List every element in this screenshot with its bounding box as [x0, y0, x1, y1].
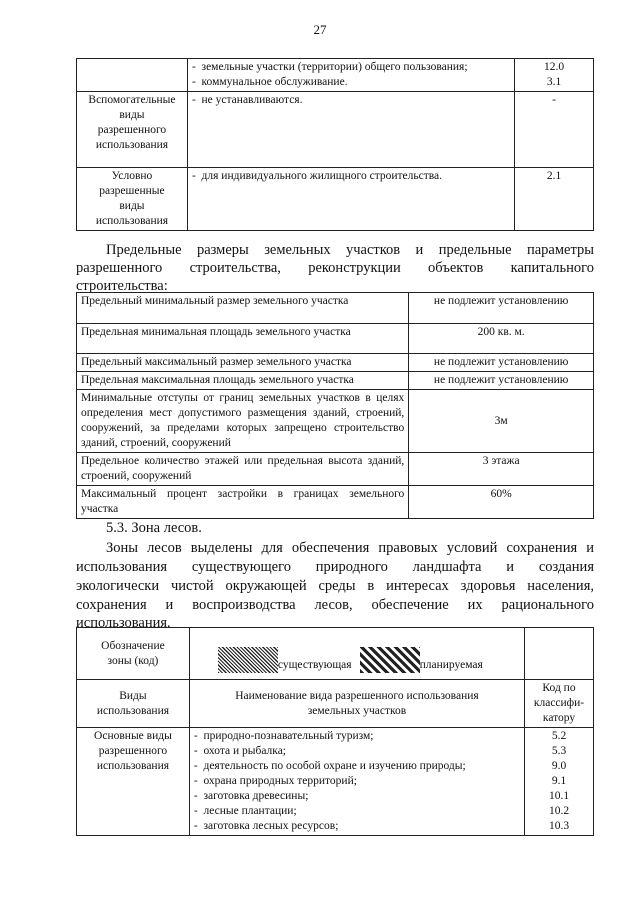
code-cell	[515, 59, 594, 92]
zone-label-cell	[77, 92, 188, 168]
table-row	[77, 59, 594, 92]
legend-planned-label: планируемая	[419, 659, 483, 671]
value-cell: 3м	[409, 390, 594, 453]
value-cell: не подлежит установлению	[409, 293, 594, 324]
header-code	[525, 680, 594, 728]
param-cell: Предельный максимальный размер земельного участка	[77, 354, 409, 372]
main-uses-label	[77, 728, 190, 836]
table-row	[77, 324, 594, 354]
label-line: разрешенные	[99, 185, 165, 197]
label-line: использования	[95, 139, 169, 151]
label-line: Обозначение	[101, 639, 165, 652]
paragraph-line: использования.	[76, 615, 171, 631]
label-line: земельных участков	[307, 704, 407, 717]
table-row	[77, 628, 594, 680]
planned-hatch-swatch	[360, 647, 420, 673]
table-row	[77, 372, 594, 390]
label-line: катору	[542, 712, 576, 724]
label-line: Код по	[542, 682, 576, 694]
legend-cell	[189, 628, 524, 680]
header-kinds	[77, 680, 190, 728]
param-cell: Минимальные отступы от границ земельных участков в целях определения мест допустимого размещения зданий, строений, сооружений, за пределами которых запрещено строительство зданий, строений, сооружений	[77, 390, 409, 453]
code-value: 12.0	[544, 61, 565, 73]
label-line: виды	[119, 200, 145, 212]
code-value: 10.1	[548, 790, 570, 802]
value-cell: 3 этажа	[409, 453, 594, 486]
value-cell: 60%	[409, 486, 594, 519]
label-line: Основные виды	[94, 730, 172, 742]
code-cell	[515, 92, 594, 168]
label-line: разрешенного	[98, 745, 168, 757]
code-cell	[525, 728, 594, 836]
existing-hatch-swatch	[218, 647, 278, 673]
value-cell: не подлежит установлению	[409, 354, 594, 372]
label-line: Виды	[119, 689, 147, 702]
zone-code-label	[77, 628, 190, 680]
use-items-cell	[187, 168, 514, 231]
param-cell: Предельное количество этажей или предельная высота зданий, строений, сооружений	[77, 453, 409, 486]
label-line: Наименование вида разрешенного использования	[235, 689, 479, 702]
code-value: 2.1	[546, 170, 562, 182]
label-line: разрешенного	[97, 124, 167, 136]
list-item: - коммунальное обслуживание.	[192, 75, 510, 90]
list-item: - земельные участки (территории) общего пользования;	[192, 60, 510, 75]
table-row	[77, 354, 594, 372]
label-line: Условно	[111, 170, 153, 182]
table-row	[77, 680, 594, 728]
table-row	[77, 728, 594, 836]
list-item: - не устанавливаются.	[192, 93, 510, 108]
label-line: зоны (код)	[107, 654, 159, 667]
list-item: - охота и рыбалка;	[194, 744, 520, 759]
value-cell: 200 кв. м.	[409, 324, 594, 354]
paragraph-line: сохранения и воспроизводства лесов, обеспечение их рационального	[76, 597, 594, 613]
list-item: - заготовка древесины;	[194, 789, 520, 804]
list-item: - для индивидуального жилищного строительства.	[192, 169, 510, 184]
param-cell: Предельная максимальная площадь земельного участка	[77, 372, 409, 390]
code-value: 10.2	[548, 805, 570, 817]
legend-existing-label: существующая	[277, 659, 352, 671]
limits-heading-line: разрешенного строительства, реконструкции объектов капитального	[76, 260, 594, 276]
param-cell: Максимальный процент застройки в границах земельного участка	[77, 486, 409, 519]
table-row	[77, 486, 594, 519]
paragraph-line: использования существующего природного ландшафта и создания	[76, 559, 594, 575]
list-item: - заготовка лесных ресурсов;	[194, 819, 520, 834]
value-cell: не подлежит установлению	[409, 372, 594, 390]
use-items-cell	[189, 728, 524, 836]
list-item: - природно-познавательный туризм;	[194, 729, 520, 744]
param-cell: Предельная минимальная площадь земельного участка	[77, 324, 409, 354]
code-value: 5.2	[551, 730, 567, 742]
param-cell: Предельный минимальный размер земельного участка	[77, 293, 409, 324]
label-line: Вспомогательные	[88, 94, 176, 106]
paragraph-line: экологически чистой окружающей среды в интересах здоровья населения,	[76, 578, 594, 594]
table-row	[77, 293, 594, 324]
list-item: - деятельность по особой охране и изучению природы;	[194, 759, 520, 774]
code-value: 9.0	[551, 760, 567, 772]
use-items-cell	[187, 59, 514, 92]
page-number: 27	[313, 22, 327, 37]
table-row	[77, 453, 594, 486]
use-items-cell	[187, 92, 514, 168]
limits-table	[76, 292, 594, 519]
table-row	[77, 168, 594, 231]
list-item: - охрана природных территорий;	[194, 774, 520, 789]
label-line: использования	[95, 215, 169, 227]
limits-heading-line: строительства:	[76, 278, 168, 294]
label-line: виды	[119, 109, 145, 121]
table-row	[77, 390, 594, 453]
table-row	[77, 92, 594, 168]
code-value: -	[552, 94, 556, 106]
forest-zone-table	[76, 627, 594, 836]
label-line: классифи-	[533, 697, 585, 709]
paragraph-line: Зоны лесов выделены для обеспечения правовых условий сохранения и	[106, 540, 594, 556]
code-value: 10.3	[548, 820, 570, 832]
section-title: 5.3. Зона лесов.	[106, 520, 202, 536]
header-name	[189, 680, 524, 728]
label-line: использования	[96, 760, 170, 772]
list-item: - лесные плантации;	[194, 804, 520, 819]
code-value: 5.3	[551, 745, 567, 757]
empty-cell	[525, 628, 594, 680]
top-zone-table	[76, 58, 594, 231]
code-value: 9.1	[551, 775, 567, 787]
code-value: 3.1	[546, 76, 562, 88]
code-cell	[515, 168, 594, 231]
limits-heading-line: Предельные размеры земельных участков и предельные параметры	[106, 242, 594, 258]
zone-label-cell	[77, 59, 188, 92]
label-line: использования	[96, 704, 170, 717]
zone-label-cell	[77, 168, 188, 231]
